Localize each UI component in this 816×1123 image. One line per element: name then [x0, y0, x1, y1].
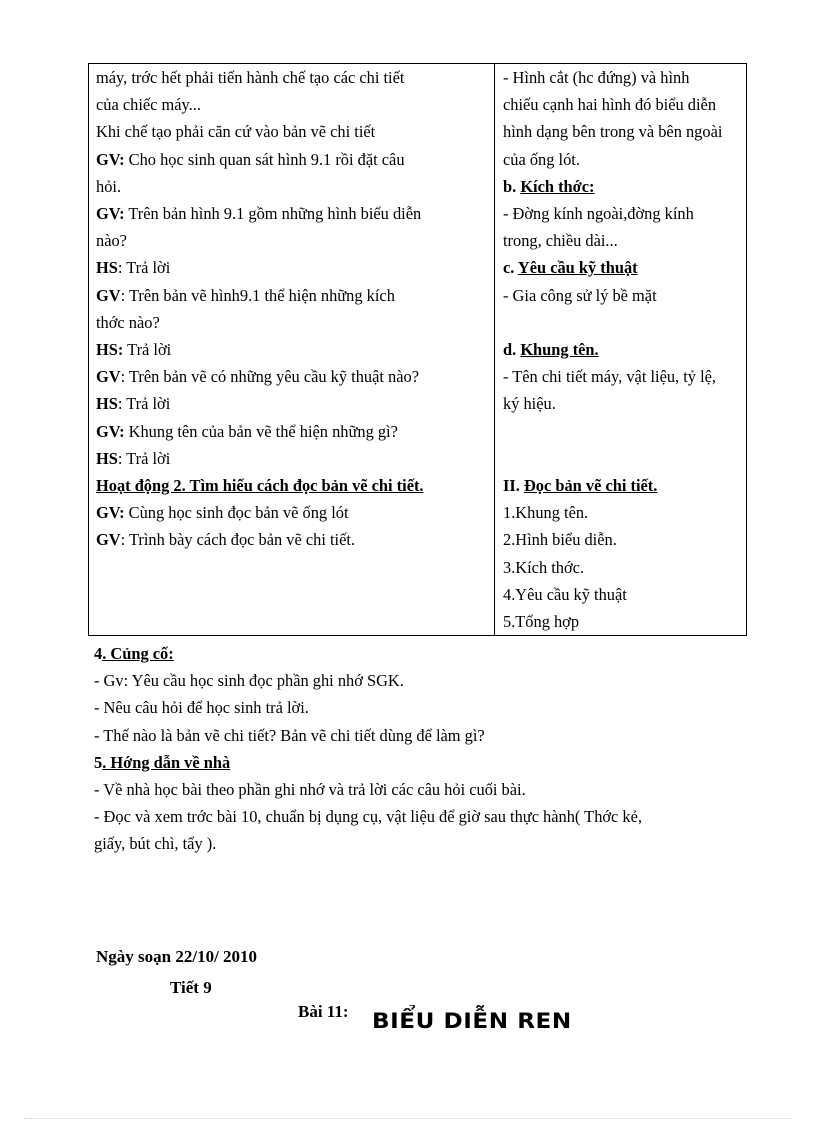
- text-run: Cùng học sinh đọc bản vẽ ống lót: [124, 503, 349, 523]
- text-run: HS: [96, 258, 118, 278]
- text-run: 1.Khung tên.: [503, 503, 589, 523]
- text-run: 4: [94, 644, 103, 663]
- right-text-line: [503, 472, 740, 499]
- left-text-line: [96, 254, 488, 281]
- right-text-line: [503, 581, 740, 608]
- text-run: : Trình bày cách đọc bản vẽ chi tiết.: [120, 530, 356, 550]
- text-run: Khung tên.: [520, 340, 599, 360]
- text-run: GV:: [96, 503, 125, 523]
- body-text-line: [94, 694, 754, 721]
- right-text-line: [503, 309, 740, 336]
- text-run: - Gia công sử lý bề mặt: [503, 285, 657, 305]
- text-run: II.: [503, 476, 524, 496]
- right-text-line: [503, 173, 740, 200]
- text-run: HS: [96, 394, 118, 414]
- text-run: trong, chiều dài...: [503, 231, 618, 251]
- right-text-line: [503, 363, 740, 390]
- left-text-line: [96, 146, 488, 173]
- text-run: nào?: [96, 231, 127, 251]
- text-run: của chiếc máy...: [96, 95, 201, 115]
- left-text-line: [96, 526, 488, 553]
- text-run: của ống lót.: [503, 149, 580, 169]
- text-run: Cho học sinh quan sát hình 9.1 rồi đặt câu: [124, 149, 405, 169]
- right-text-line: [503, 254, 740, 281]
- text-run: d.: [503, 340, 521, 360]
- left-text-line: [96, 200, 488, 227]
- right-text-line: [503, 554, 740, 581]
- right-text-line: [503, 282, 740, 309]
- text-run: 4.Yêu cầu kỹ thuật: [503, 584, 627, 604]
- right-text-line: [503, 64, 740, 91]
- text-run: b.: [503, 176, 521, 196]
- text-run: Khi chế tạo phải căn cứ vào bản vẽ chi tiết: [96, 122, 376, 142]
- text-run: Trả lời: [123, 340, 172, 360]
- text-run: - Đờng kính ngoài,đờng kính: [503, 204, 694, 224]
- text-run: HS: [96, 448, 118, 468]
- text-run: máy, trớc hết phải tiến hành chế tạo các chi tiết: [96, 68, 405, 87]
- left-text-line: [96, 336, 488, 363]
- text-run: . Hớng dẫn về nhà: [102, 752, 231, 772]
- text-run: - Về nhà học bài theo phần ghi nhớ và trả lời các câu hỏi cuối bài.: [94, 780, 526, 800]
- left-text-line: [96, 118, 488, 145]
- left-text-line: [96, 91, 488, 118]
- text-run: : Trên bản vẽ có những yêu cầu kỹ thuật nào?: [120, 367, 419, 387]
- text-run: : Trả lời: [117, 394, 171, 414]
- right-text-line: [503, 146, 740, 173]
- text-run: giấy, bút chì, tẩy ).: [94, 834, 217, 854]
- text-run: Trên bản hình 9.1 gồm những hình biểu diễn: [124, 204, 422, 224]
- text-run: HS:: [96, 340, 124, 360]
- text-run: : Trên bản vẽ hình9.1 thể hiện những kích: [120, 285, 395, 305]
- text-run: - Gv: Yêu cầu học sinh đọc phần ghi nhớ SGK.: [94, 671, 404, 691]
- text-run: : Trả lời: [117, 258, 171, 278]
- text-run: : Trả lời: [117, 448, 171, 468]
- text-run: - Nêu câu hỏi để học sinh trả lời.: [94, 698, 309, 718]
- text-run: ký hiệu.: [503, 394, 556, 414]
- text-run: - Hình cắt (hc đứng) và hình: [503, 68, 690, 87]
- right-text-line: [503, 608, 740, 635]
- text-run: - Đọc và xem trớc bài 10, chuẩn bị dụng cụ, vật liệu để giờ sau thực hành( Thớc kẻ,: [94, 807, 642, 827]
- text-run: 3.Kích thớc.: [503, 557, 585, 577]
- right-text-line: [503, 418, 740, 445]
- text-run: - Thế nào là bản vẽ chi tiết? Bản vẽ chi tiết dùng để làm gì?: [94, 725, 485, 745]
- right-text-line: [503, 91, 740, 118]
- left-text-line: [96, 282, 488, 309]
- right-text-line: [503, 526, 740, 553]
- text-run: hình dạng bên trong và bên ngoài: [503, 122, 723, 142]
- right-text-line: [503, 200, 740, 227]
- preparation-date: Ngày soạn 22/10/ 2010: [96, 947, 258, 966]
- left-text-line: [96, 472, 488, 499]
- text-run: GV:: [96, 204, 125, 224]
- text-run: . Củng cố:: [102, 644, 174, 663]
- text-run: c.: [503, 258, 518, 278]
- left-text-line: [96, 64, 488, 91]
- right-text-line: [503, 445, 740, 472]
- text-run: Hoạt động 2. Tìm hiểu cách đọc bản vẽ chi tiết.: [96, 476, 424, 496]
- text-run: 5.Tổng hợp: [503, 612, 580, 632]
- text-run: Khung tên của bản vẽ thể hiện những gì?: [124, 421, 398, 441]
- text-run: chiếu cạnh hai hình đó biểu diễn: [503, 95, 717, 115]
- right-text-line: [503, 390, 740, 417]
- right-text-line: [503, 118, 740, 145]
- lesson-table: [88, 63, 747, 636]
- lesson-content-cell: [495, 64, 747, 636]
- left-text-line: [96, 418, 488, 445]
- body-text-line: [94, 749, 754, 776]
- body-text-line: [94, 776, 754, 803]
- text-run: Yêu cầu kỹ thuật: [517, 258, 638, 278]
- right-text-line: [503, 336, 740, 363]
- left-text-line: [96, 390, 488, 417]
- text-run: GV: [96, 285, 121, 305]
- body-text-line: [94, 640, 754, 667]
- body-text-line: [94, 830, 754, 857]
- text-run: GV: [96, 367, 121, 387]
- consolidation-and-homework: [94, 640, 754, 858]
- left-text-line: [96, 173, 488, 200]
- text-run: GV: [96, 530, 121, 550]
- page-bottom-divider: [24, 1118, 792, 1119]
- text-run: Kích thớc:: [520, 176, 595, 196]
- body-text-line: [94, 803, 754, 830]
- body-text-line: [94, 722, 754, 749]
- text-run: Đọc bản vẽ chi tiết.: [523, 476, 658, 496]
- text-run: GV:: [96, 421, 125, 441]
- lesson-title: BIỂU DIỄN REN: [372, 1009, 572, 1033]
- text-run: 2.Hình biểu diễn.: [503, 530, 617, 550]
- text-run: hỏi.: [96, 176, 122, 196]
- period-number: Tiết 9: [170, 978, 212, 997]
- right-text-line: [503, 227, 740, 254]
- text-run: thớc nào?: [96, 312, 160, 332]
- right-text-line: [503, 499, 740, 526]
- body-text-line: [94, 667, 754, 694]
- text-run: - Tên chi tiết máy, vật liệu, tỷ lệ,: [503, 367, 717, 387]
- teacher-student-activities-cell: [89, 64, 495, 636]
- text-run: 5: [94, 752, 103, 772]
- left-text-line: [96, 227, 488, 254]
- left-text-line: [96, 309, 488, 336]
- left-text-line: [96, 445, 488, 472]
- lesson-number: Bài 11:: [298, 1002, 349, 1021]
- left-text-line: [96, 363, 488, 390]
- text-run: GV:: [96, 149, 125, 169]
- left-text-line: [96, 499, 488, 526]
